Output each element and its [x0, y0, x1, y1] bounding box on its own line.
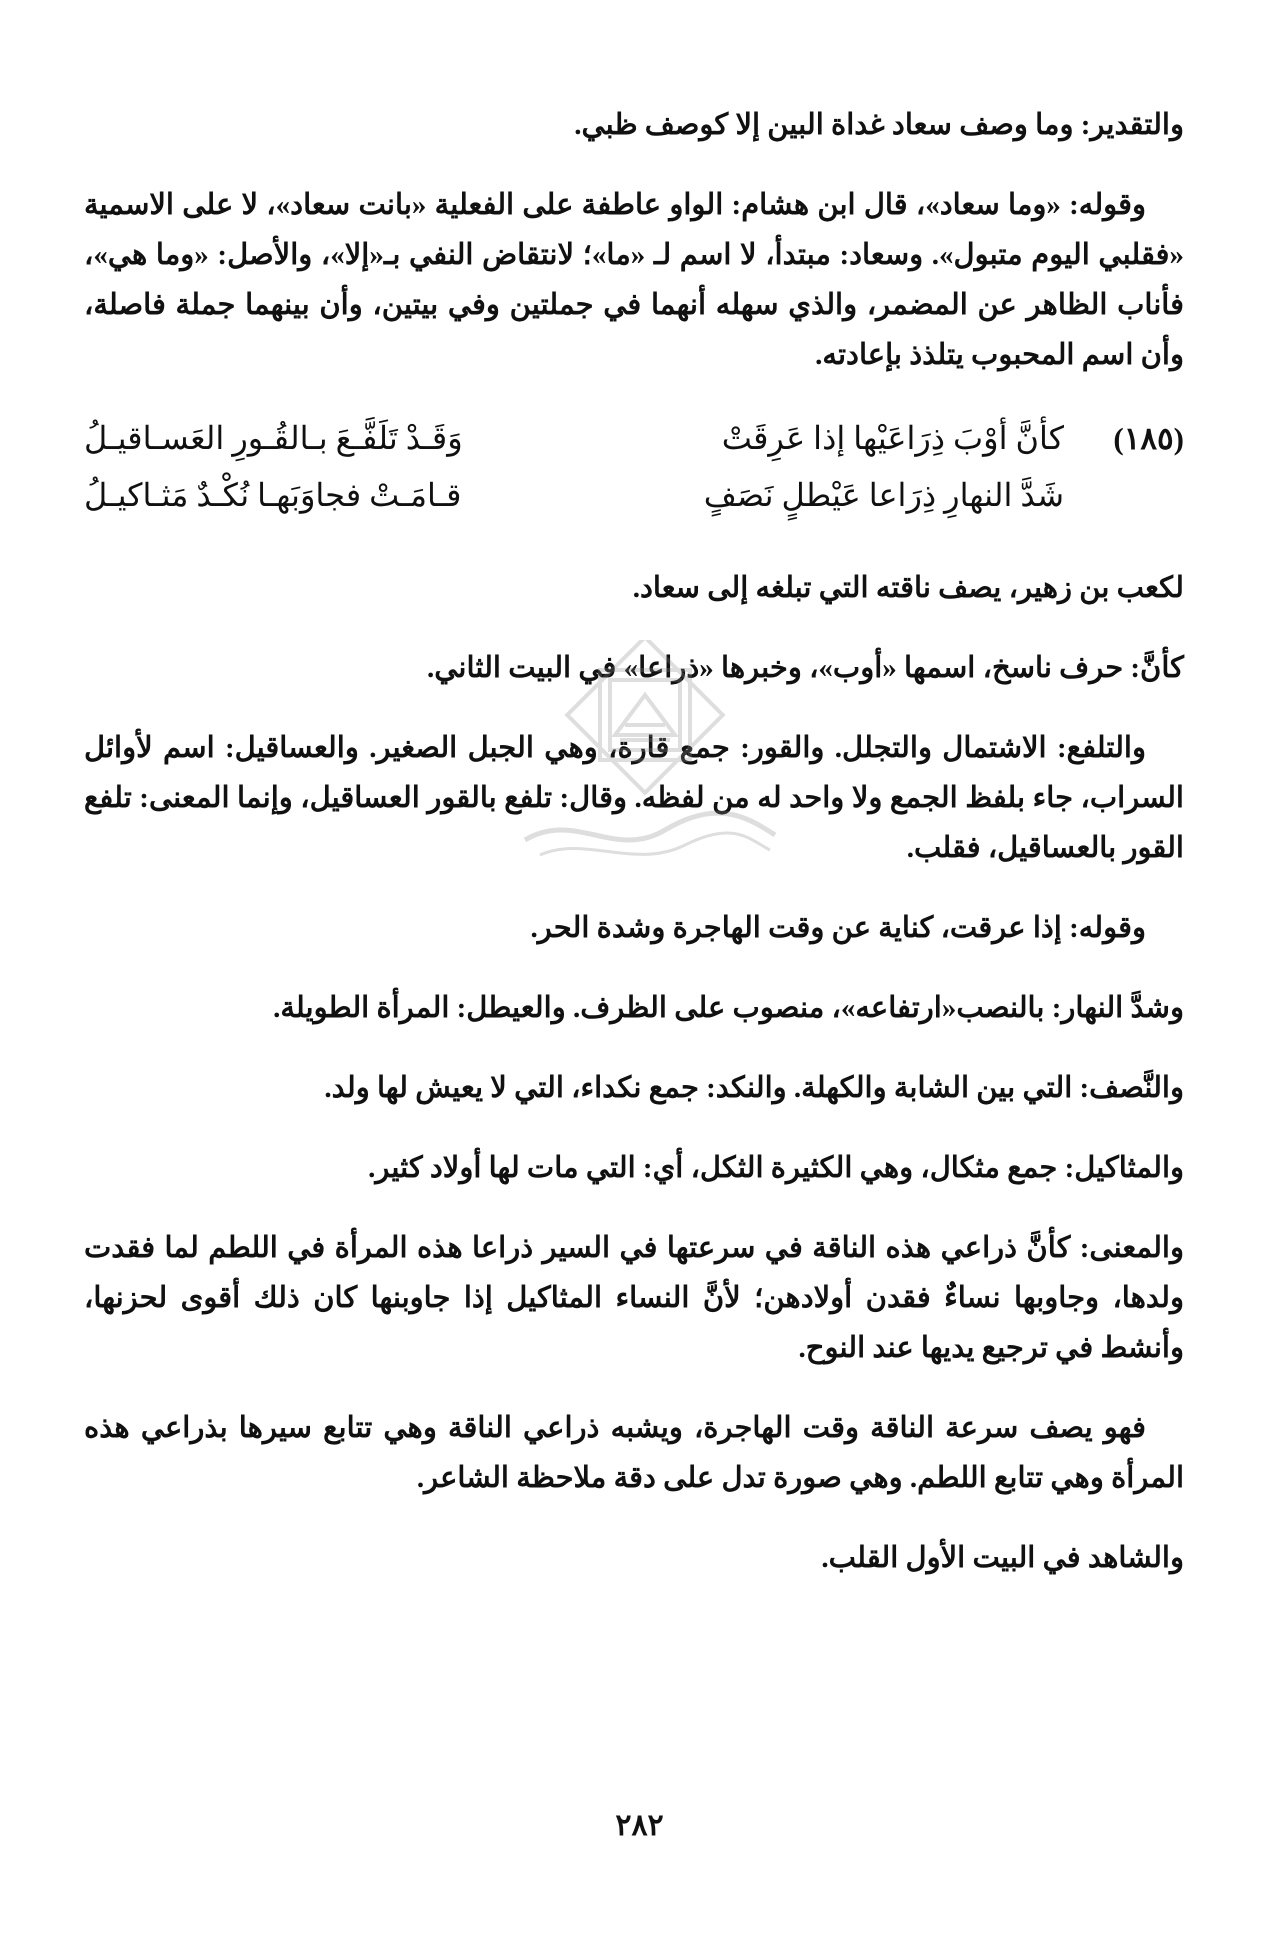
page-number: ٢٨٢ [615, 1809, 664, 1842]
poem-number: (١٨٥) [1113, 421, 1184, 456]
paragraph-araqat: وقوله: إذا عرقت، كناية عن وقت الهاجرة وشدة الحر. [530, 912, 1146, 944]
poem-line-2-second-hemistich: قـامَـتْ فجاوَبَهـا نُكْـدٌ مَثـاكيـلُ [84, 477, 462, 513]
page-content [84, 100, 1184, 1613]
poem-line-1-second-hemistich: وَقَـدْ تَلَفَّـعَ بـالقُـورِ العَسـاقيـلُ [84, 420, 463, 456]
paragraph-nasaf: والنَّصف: التي بين الشابة والكهلة. والنكد: جمع نكداء، التي لا يعيش لها ولد. [324, 1072, 1184, 1104]
paragraph-talaffu: والتلفع: الاشتمال والتجلل. والقور: جمع قارة، وهي الجبل الصغير. والعساقيل: اسم لأوائل السراب، جاء بلفظ الجمع ولا واحد له من لفظه. وقال: تلفع بالقور العساقيل، وإنما المعنى: تلفع القور بالعساقيل، فقلب. [84, 732, 1184, 864]
poem-line-1-first-hemistich: كأنَّ أوْبَ ذِرَاعَيْها إذا عَرِقَتْ [721, 420, 1064, 456]
poem-verses [84, 410, 1184, 523]
paragraph-ibn-hisham: وقوله: «وما سعاد»، قال ابن هشام: الواو عاطفة على الفعلية «بانت سعاد»، لا على الاسمية «فقلبي اليوم متبول». وسعاد: مبتدأ، لا اسم لـ «ما»؛ لانتقاض النفي بـ«إلا»، والأصل: «وما هي»، فأناب الظاهر عن المضمر، والذي سهله أنهما في جملتين وفي بيتين، وأن بينهما جملة فاصلة، وأن اسم المحبوب يتلذذ بإعادته. [84, 189, 1184, 371]
poem-line-2 [84, 467, 1184, 523]
paragraph-estimate: والتقدير: وما وصف سعاد غداة البين إلا كوصف ظبي. [574, 109, 1184, 141]
paragraph-description: فهو يصف سرعة الناقة وقت الهاجرة، ويشبه ذراعي الناقة وهي تتابع سيرها بذراعي هذه المرأة وهي تتابع اللطم. وهي صورة تدل على دقة ملاحظة الشاعر. [84, 1412, 1184, 1494]
poem-line-1 [84, 410, 1184, 467]
paragraph-shadd-annahar: وشدَّ النهار: بالنصب«ارتفاعه»، منصوب على الظرف. والعيطل: المرأة الطويلة. [273, 992, 1184, 1024]
paragraph-mathakil: والمثاكيل: جمع مثكال، وهي الكثيرة الثكل، أي: التي مات لها أولاد كثير. [368, 1152, 1184, 1184]
paragraph-meaning: والمعنى: كأنَّ ذراعي هذه الناقة في سرعتها في السير ذراعا هذه المرأة في اللطم لما فقدت ولدها، وجاوبها نساءٌ فقدن أولادهن؛ لأنَّ النساء المثاكيل إذا جاوبنها كان ذلك أقوى لحزنها، وأنشط في ترجيع يديها عند النوح. [84, 1232, 1184, 1364]
poem-line-2-first-hemistich: شَدَّ النهارِ ذِرَاعا عَيْطلٍ نَصَفٍ [703, 477, 1064, 513]
paragraph-evidence: والشاهد في البيت الأول القلب. [821, 1542, 1184, 1574]
paragraph-kaanna: كأنَّ: حرف ناسخ، اسمها «أوب»، وخبرها «ذراعا» في البيت الثاني. [427, 652, 1184, 684]
paragraph-attribution: لكعب بن زهير، يصف ناقته التي تبلغه إلى سعاد. [632, 572, 1184, 604]
